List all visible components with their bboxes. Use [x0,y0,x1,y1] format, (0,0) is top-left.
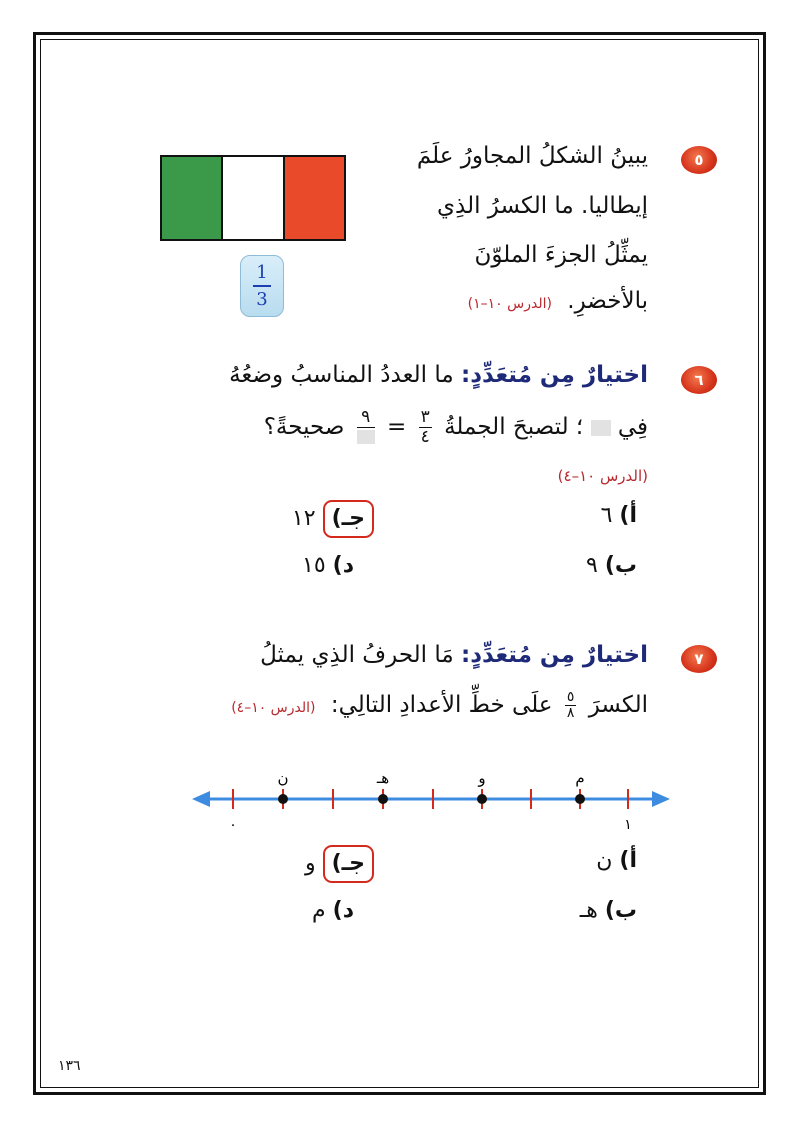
q5-answer-denominator: 3 [256,288,268,310]
q7-text-2b: علَى خطِّ الأعدادِ التالِي: [330,692,553,718]
q7-option-b[interactable] [580,898,637,923]
q6-option-a-value: ٦ [600,503,613,528]
point-haa [378,794,388,804]
q6-option-b-value: ٩ [586,553,598,578]
q6-option-c-letter-circled: جـ) [323,500,374,538]
point-waw [477,794,487,804]
q7-option-c-letter-circled: جـ) [323,845,374,883]
q6-option-d-letter: د) [332,553,354,578]
q6-option-d[interactable] [302,553,354,578]
q6-option-a-letter: أ) [619,503,637,528]
point-meem [575,794,585,804]
q6-frac1-num: ٣ [420,407,430,427]
q6-fraction-1 [419,408,432,447]
q6-equals: = [387,414,407,440]
q6-frac2-blank-den [357,428,375,447]
label-zero: ٠ [229,817,237,833]
q6-option-a[interactable] [601,503,637,528]
q6-text-1: ما العددُ المناسبُ وضعُهُ [229,362,454,388]
q5-line-3: يمثِّلُ الجزءَ الملوّنَ [474,242,648,268]
q7-option-a[interactable] [596,848,637,873]
q6-option-d-value: ١٥ [302,553,326,578]
italy-flag [160,155,346,241]
q5-line-2: إيطاليا. ما الكسرُ الذِي [437,193,648,219]
q5-lesson-ref: (الدرس ١٠–١) [467,296,552,312]
q7-text-2a: الكسرَ [588,692,648,718]
point-noon [278,794,288,804]
label-meem: م [575,769,585,787]
q5-line-4-text: بالأخضرِ. [567,288,648,314]
q5-answer-numerator: 1 [256,262,268,283]
number-line-right-arrow [652,791,670,807]
q6-line-2 [264,408,648,447]
question-6-badge: ٦ [681,366,717,394]
q6-option-c[interactable] [292,500,374,538]
q7-option-b-letter: ب) [604,898,637,923]
q5-line-1: يبينُ الشكلُ المجاورُ علَمَ [416,143,648,169]
label-waw: و [478,769,486,787]
q6-text-2a: فِي [617,414,648,440]
flag-green-stripe [162,157,221,239]
q7-frac-num: ٥ [566,689,575,705]
q6-frac2-num: ٩ [357,408,375,428]
page-border-inner [40,39,759,1088]
q5-answer-fraction-bar [253,285,271,287]
label-one: ١ [624,817,632,833]
q7-option-d-letter: د) [332,898,354,923]
q7-option-d[interactable] [312,898,354,923]
q7-line-2 [231,690,648,721]
number-line [190,765,680,840]
q7-option-c[interactable] [305,845,374,883]
q6-frac1-den: ٤ [420,427,430,447]
flag-white-stripe [221,157,284,239]
q7-lesson-ref: (الدرس ١٠–٤) [231,700,316,716]
q6-fraction-2 [357,408,375,447]
q7-option-a-value: ن [596,848,613,873]
flag-red-stripe [285,157,344,239]
q7-option-a-letter: أ) [619,848,637,873]
number-line-left-arrow [192,791,210,807]
q6-option-b[interactable] [586,553,637,578]
q7-line-1 [260,642,648,668]
q6-text-2b: ؛ لتصبحَ الجملةُ [444,414,584,440]
q6-option-c-value: ١٢ [291,506,316,531]
page-number: ١٣٦ [58,1058,81,1074]
q7-frac-den: ٨ [566,705,575,721]
q7-title: اختيارٌ مِن مُتعَدِّدٍ: [461,642,648,668]
q7-text-1: مَا الحرفُ الذِي يمثلُ [260,642,454,668]
q7-fraction [565,690,577,721]
question-5-badge: ٥ [681,146,717,174]
q6-line-1 [229,362,648,388]
q6-frac2-blank [357,430,375,444]
q6-option-b-letter: ب) [604,553,637,578]
q6-lesson-ref: (الدرس ١٠–٤) [557,467,648,485]
q7-option-d-value: م [312,898,326,923]
q7-option-c-value: و [304,851,316,876]
q5-answer-card [240,255,284,317]
q6-title: اختيارٌ مِن مُتعَدِّدٍ: [461,362,648,388]
label-noon: ن [277,769,289,787]
label-haa: هـ [376,769,390,787]
question-7-badge: ٧ [681,645,717,673]
q6-text-2c: صحيحةً؟ [263,414,345,440]
q7-option-b-value: هـ [579,898,598,923]
q5-line-4 [468,288,648,314]
q6-blank-box [591,420,611,436]
